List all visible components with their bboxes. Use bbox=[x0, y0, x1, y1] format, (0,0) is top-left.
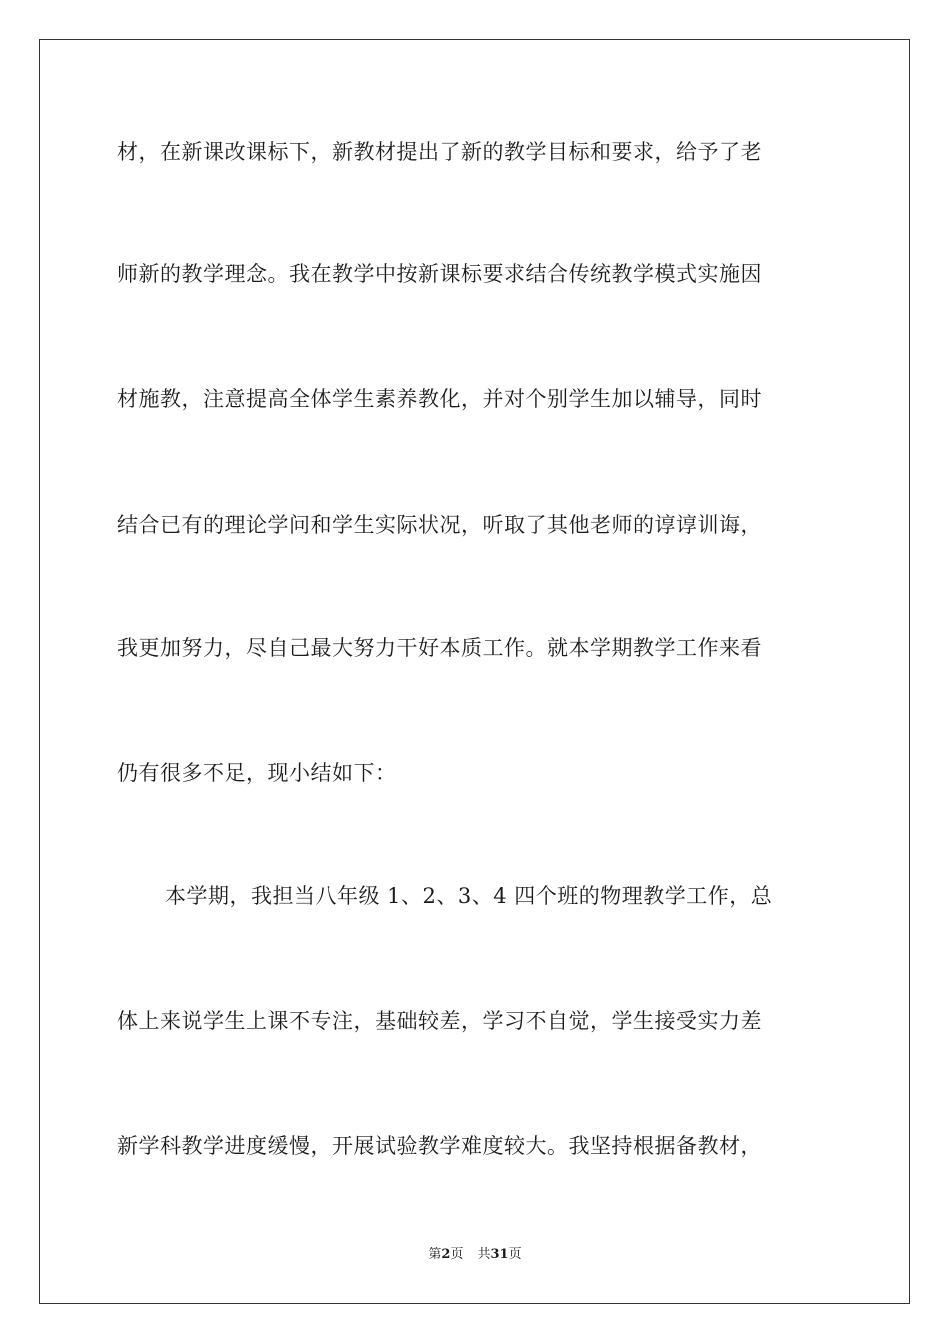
total-label-suffix: 页 bbox=[508, 1247, 522, 1262]
paragraph-start-line: 本学期，我担当八年级 1、2、3、4 四个班的物理教学工作，总 bbox=[165, 884, 773, 908]
text-line-1: 材，在新课改课标下，新教材提出了新的教学目标和要求，给予了老 bbox=[117, 140, 762, 164]
text-line-2: 师新的教学理念。我在教学中按新课标要求结合传统教学模式实施因 bbox=[117, 262, 762, 286]
page-label-suffix: 页 bbox=[450, 1247, 464, 1262]
text-line-6: 仍有很多不足，现小结如下： bbox=[117, 761, 397, 785]
page-total: 31 bbox=[490, 1247, 509, 1262]
text-line-3: 材施教，注意提高全体学生素养教化，并对个别学生加以辅导，同时 bbox=[117, 387, 762, 411]
page-border bbox=[39, 39, 910, 1304]
page-footer bbox=[0, 1246, 950, 1264]
total-label-prefix: 共 bbox=[477, 1247, 491, 1262]
text-line-8: 体上来说学生上课不专注，基础较差，学习不自觉，学生接受实力差 bbox=[117, 1009, 762, 1033]
page-label-prefix: 第 bbox=[428, 1247, 442, 1262]
text-line-9: 新学科教学进度缓慢，开展试验教学难度较大。我坚持根据备教材， bbox=[117, 1134, 762, 1158]
text-line-5: 我更加努力，尽自己最大努力干好本质工作。就本学期教学工作来看 bbox=[117, 636, 762, 660]
page-number: 2 bbox=[441, 1247, 451, 1262]
text-line-4: 结合已有的理论学问和学生实际状况，听取了其他老师的谆谆训诲， bbox=[117, 513, 762, 537]
